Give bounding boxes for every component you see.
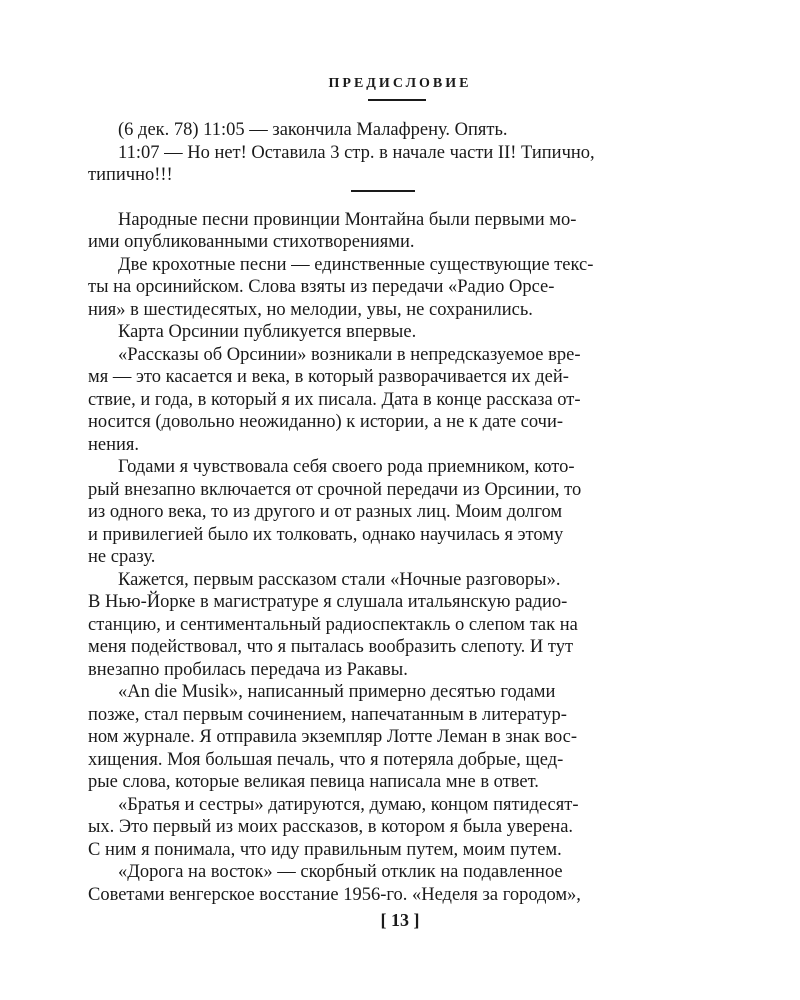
text-line: Советами венгерское восстание 1956-го. «Неделя за городом»,: [88, 885, 581, 905]
text-line: внезапно пробилась передача из Ракавы.: [88, 660, 408, 680]
text-line: «Рассказы об Орсинии» возникали в непредсказуемое вре-: [118, 345, 581, 365]
text-line: ими опубликованными стихотворениями.: [88, 232, 415, 252]
diary-line: (6 дек. 78) 11:05 — закончила Малафрену. Опять.: [118, 120, 508, 140]
text-line: Годами я чувствовала себя своего рода приемником, кото-: [118, 457, 575, 477]
text-line: рый внезапно включается от срочной передачи из Орсинии, то: [88, 480, 582, 500]
text-line: носится (довольно неожиданно) к истории, а не к дате сочи-: [88, 412, 564, 432]
text-line: ых. Это первый из моих рассказов, в котором я была уверена.: [88, 817, 574, 837]
text-line: не сразу.: [88, 547, 156, 567]
running-header: ПРЕДИСЛОВИЕ: [328, 76, 472, 91]
text-line: нения.: [88, 435, 140, 455]
text-line: из одного века, то из другого и от разных лиц. Моим долгом: [88, 502, 563, 522]
header-rule: [368, 99, 426, 101]
diary-line: типично!!!: [88, 165, 173, 185]
text-line: позже, стал первым сочинением, напечатанным в литератур-: [88, 705, 567, 725]
text-line: Карта Орсинии публикуется впервые.: [118, 322, 417, 342]
text-line: «Дорога на восток» — скорбный отклик на подавленное: [118, 862, 563, 882]
text-line: и привилегией было их толковать, однако научилась я этому: [88, 525, 564, 545]
text-line: ты на орсинийском. Слова взяты из передачи «Радио Орсе-: [88, 277, 555, 297]
text-line: ствие, и года, в который я их писала. Дата в конце рассказа от-: [88, 390, 581, 410]
text-line: мя — это касается и века, в который разворачивается их дей-: [88, 367, 569, 387]
text-line: С ним я понимала, что иду правильным путем, моим путем.: [88, 840, 562, 860]
diary-line: 11:07 — Но нет! Оставила 3 стр. в начале части II! Типично,: [118, 143, 595, 163]
text-line: станцию, и сентиментальный радиоспектакль о слепом так на: [88, 615, 578, 635]
text-line: хищения. Моя большая печаль, что я потеряла добрые, щед-: [88, 750, 564, 770]
section-divider: [351, 190, 415, 192]
page-number: [ 13 ]: [380, 910, 420, 930]
text-line: «An die Musik», написанный примерно десятью годами: [118, 682, 556, 702]
text-line: ном журнале. Я отправила экземпляр Лотте Леман в знак вос-: [88, 727, 578, 747]
text-line: «Братья и сестры» датируются, думаю, концом пятидесят-: [118, 795, 579, 815]
text-line: Кажется, первым рассказом стали «Ночные разговоры».: [118, 570, 561, 590]
text-line: В Нью-Йорке в магистратуре я слушала итальянскую радио-: [88, 592, 568, 612]
text-line: рые слова, которые великая певица написала мне в ответ.: [88, 772, 539, 792]
text-line: меня подействовал, что я пыталась вообразить слепоту. И тут: [88, 637, 574, 657]
text-line: ния» в шестидесятых, но мелодии, увы, не сохранились.: [88, 300, 533, 320]
text-line: Народные песни провинции Монтайна были первыми мо-: [118, 210, 577, 230]
text-line: Две крохотные песни — единственные существующие текс-: [118, 255, 594, 275]
